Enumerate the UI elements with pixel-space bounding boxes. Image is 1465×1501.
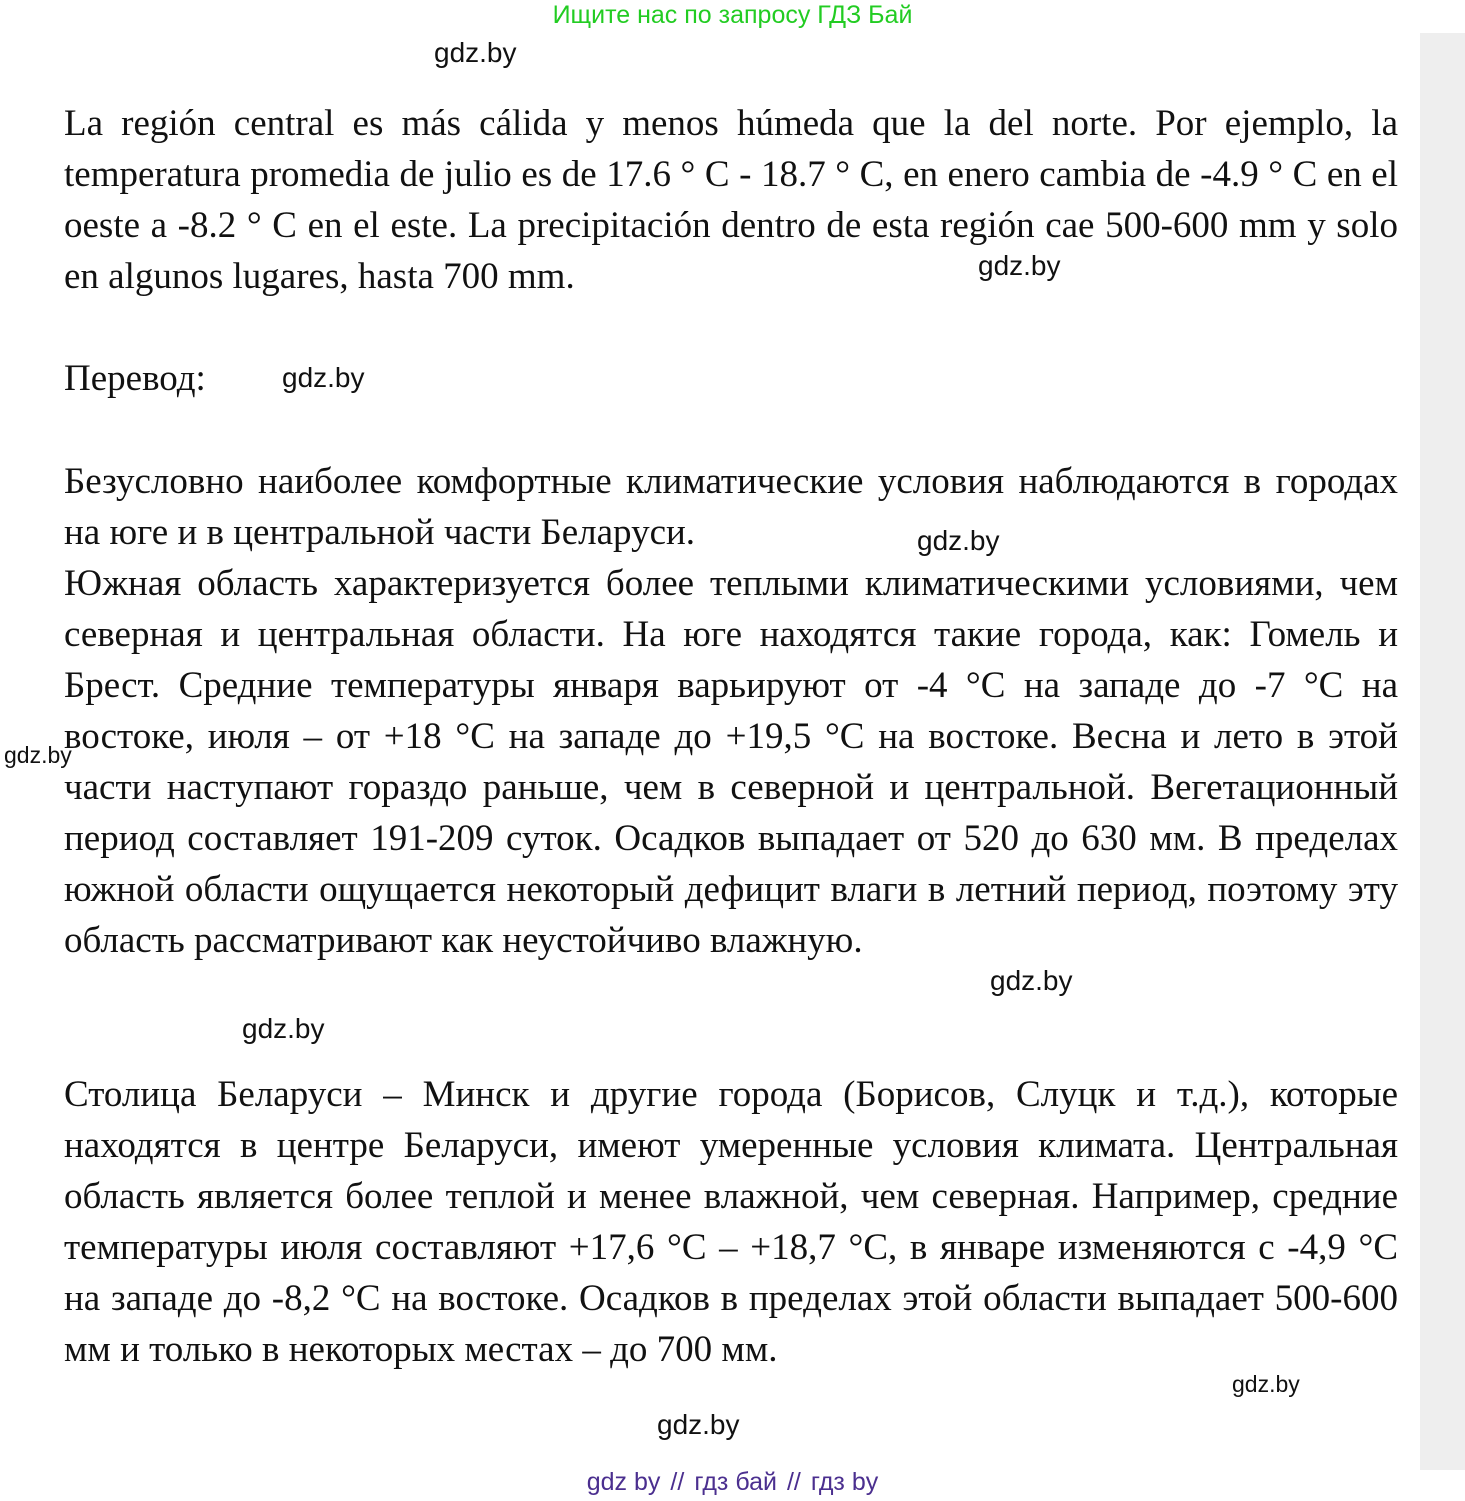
footer-separator: //: [670, 1468, 685, 1496]
capital-paragraph: Столица Беларуси – Минск и другие города (Борисов, Слуцк и т.д.), которые находятся в центре Беларуси, имеют умеренные условия климата. Центральная область является более теплой и менее влажной, чем северная. Например, средние температуры июля составляют +17,6 °С – +18,7 °С, в январе изменяются с -4,9 °С на западе до -8,2 °С на востоке. Осадков в пределах этой области выпадает 500-600 мм и только в некоторых местах – до 700 мм.: [64, 1074, 1398, 1370]
footer-link-gdz-bai[interactable]: гдз бай: [694, 1468, 777, 1496]
watermark: gdz.by: [4, 742, 72, 768]
footer-separator: //: [786, 1468, 801, 1496]
translation-label: Перевод:: [64, 358, 206, 399]
scrollbar-track[interactable]: [1420, 33, 1465, 1470]
spanish-paragraph: La región central es más cálida y menos húmeda que la del norte. Por ejemplo, la temperatura promedia de julio es de 17.6 ° C - 18.7 ° C, en enero cambia de -4.9 ° C en el oeste a -8.2 ° C en el este. La precipitación dentro de esta región cae 500-600 mm y solo en algunos lugares, hasta 700 mm.: [64, 103, 1398, 297]
watermark: gdz.by: [657, 1409, 740, 1440]
footer-links: [0, 1466, 1465, 1498]
watermark: gdz.by: [1232, 1371, 1300, 1397]
south-region-paragraph: Южная область характеризуется более теплыми климатическими условиями, чем северная и центральная области. На юге находятся такие города, как: Гомель и Брест. Средние температуры января варьируют от -4 °С на западе до -7 °С на востоке, июля – от +18 °С на западе до +19,5 °С на востоке. Весна и лето в этой части наступают гораздо раньше, чем в северной и центральной. Вегетационный период составляет 191-209 суток. Осадков выпадает от 520 до 630 мм. В пределах южной области ощущается некоторый дефицит влаги в летний период, поэтому эту область рассматривают как неустойчиво влажную.: [64, 563, 1398, 961]
watermark: gdz.by: [917, 525, 1000, 556]
watermark: gdz.by: [978, 250, 1061, 281]
watermark: gdz.by: [990, 965, 1073, 996]
watermark: gdz.by: [434, 37, 517, 68]
footer-link-gdz-by[interactable]: gdz by: [586, 1468, 661, 1496]
footer-link-gdz-by-ru[interactable]: гдз by: [810, 1468, 879, 1496]
watermark: gdz.by: [242, 1013, 325, 1044]
search-banner: Ищите нас по запросу ГДЗ Бай: [552, 1, 913, 29]
comfort-paragraph: Безусловно наиболее комфортные климатические условия наблюдаются в городах на юге и в центральной части Беларуси.: [64, 461, 1398, 553]
watermark: gdz.by: [282, 362, 365, 393]
